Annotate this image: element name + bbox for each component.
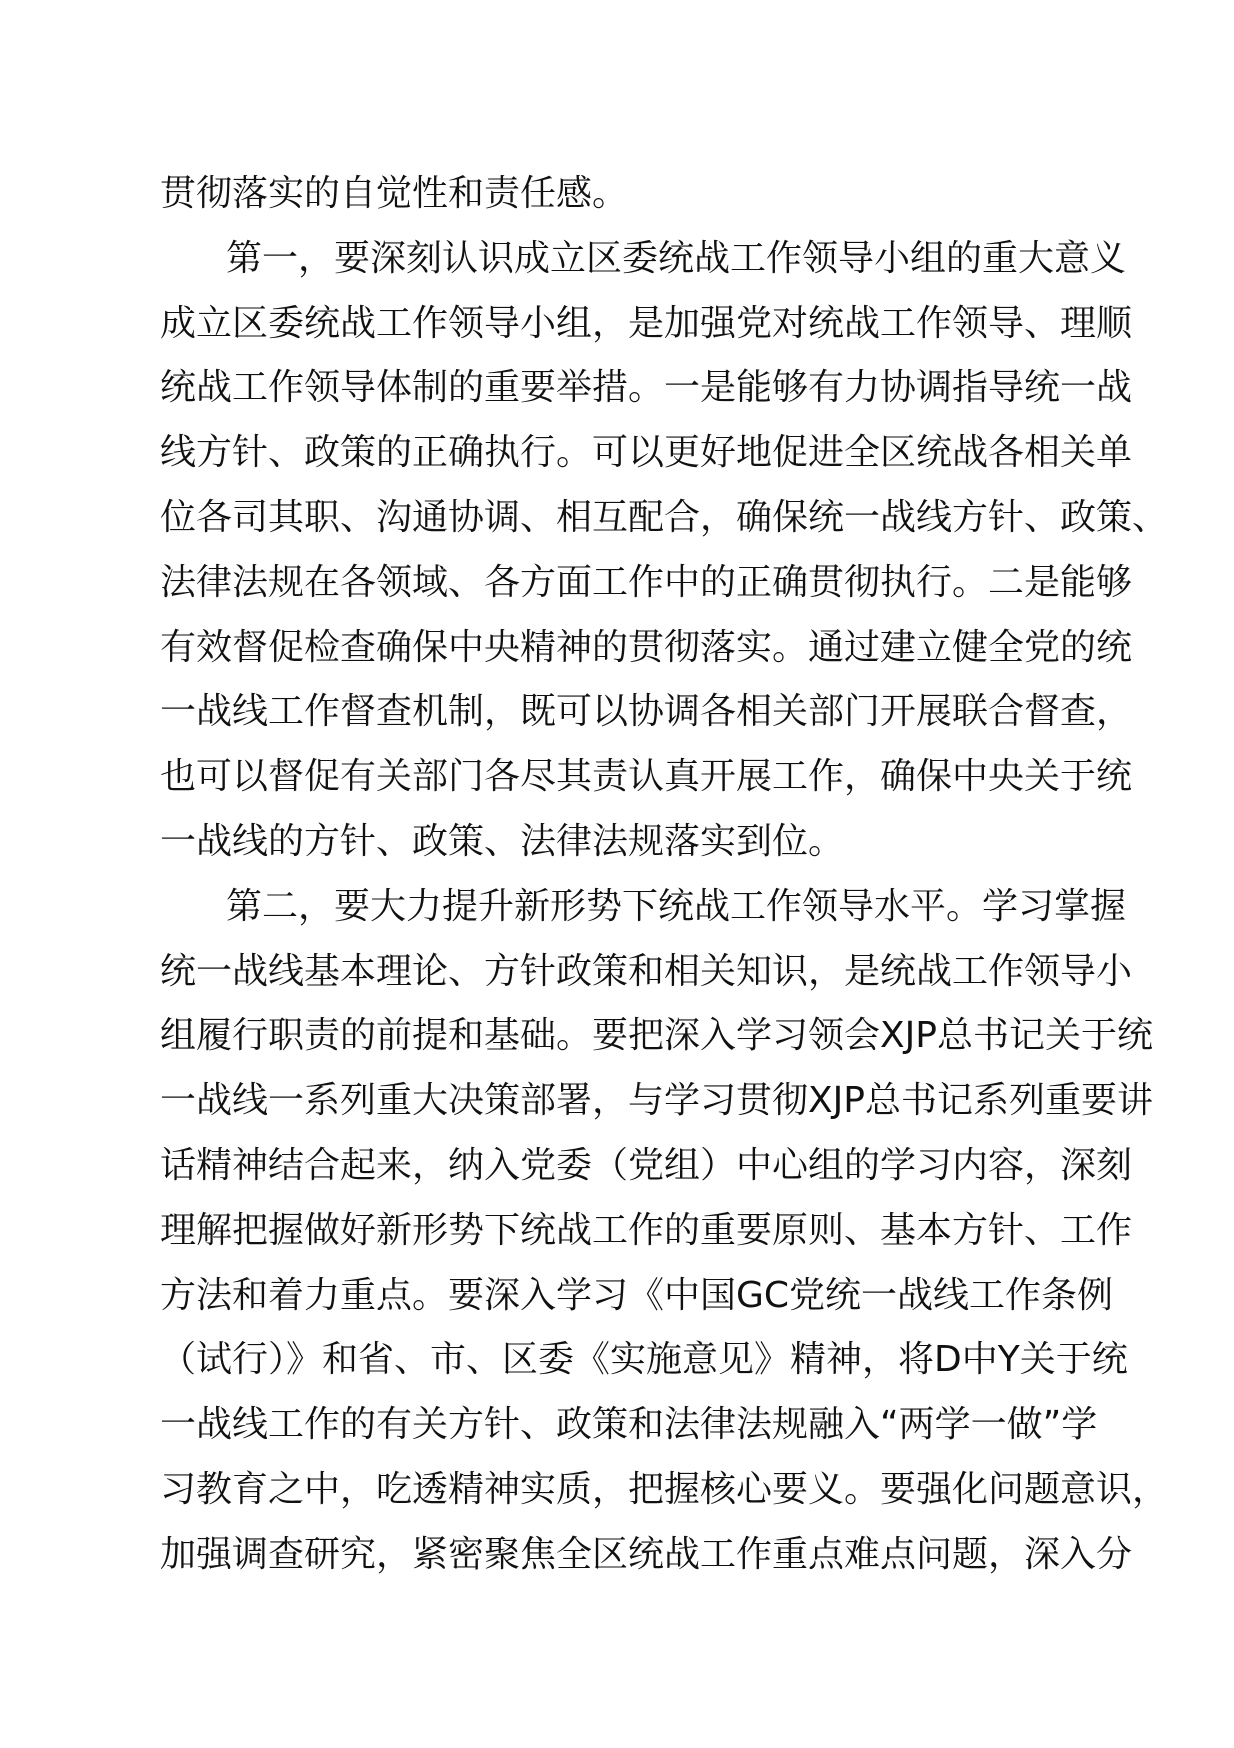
text-line: 线方针、政策的正确执行。可以更好地促进全区统战各相关单 [160, 432, 1133, 474]
paragraph-first-line: 第二，要大力提升新形势下统战工作领导水平。学习掌握 [226, 885, 1127, 927]
text-line: 位各司其职、沟通协调、相互配合，确保统一战线方针、政策、 [160, 496, 1169, 538]
text-line: 理解把握做好新形势下统战工作的重要原则、基本方针、工作 [160, 1209, 1133, 1251]
paragraph-first-line: 第一，要深刻认识成立区委统战工作领导小组的重大意义 [226, 237, 1127, 279]
text-line: 一战线工作督查机制，既可以协调各相关部门开展联合督查， [160, 691, 1133, 733]
text-line: （试行）》和省、市、区委《实施意见》精神，将D中Y关于统 [160, 1339, 1128, 1381]
text-line: 加强调查研究，紧密聚焦全区统战工作重点难点问题，深入分 [160, 1533, 1133, 1575]
text-line: 也可以督促有关部门各尽其责认真开展工作，确保中央关于统 [160, 756, 1133, 798]
text-line: 一战线的方针、政策、法律法规落实到位。 [160, 820, 845, 862]
text-line: 一战线工作的有关方针、政策和法律法规融入“两学一做”学 [160, 1404, 1098, 1446]
text-line: 话精神结合起来，纳入党委（党组）中心组的学习内容，深刻 [160, 1144, 1133, 1186]
body-text [160, 162, 1169, 1588]
text-line: 一战线一系列重大决策部署，与学习贯彻XJP总书记系列重要讲 [160, 1080, 1153, 1122]
text-line: 贯彻落实的自觉性和责任感。 [160, 173, 629, 214]
text-line: 有效督促检查确保中央精神的贯彻落实。通过建立健全党的统 [160, 626, 1133, 668]
text-line: 统一战线基本理论、方针政策和相关知识，是统战工作领导小 [160, 950, 1133, 992]
text-line: 方法和着力重点。要深入学习《中国GC党统一战线工作条例 [160, 1274, 1114, 1316]
text-line: 组履行职责的前提和基础。要把深入学习领会XJP总书记关于统 [160, 1015, 1153, 1057]
text-line: 法律法规在各领域、各方面工作中的正确贯彻执行。二是能够 [160, 561, 1133, 603]
text-line: 统战工作领导体制的重要举措。一是能够有力协调指导统一战 [160, 367, 1133, 409]
text-line: 成立区委统战工作领导小组，是加强党对统战工作领导、理顺 [160, 302, 1133, 344]
text-line: 习教育之中，吃透精神实质，把握核心要义。要强化问题意识， [160, 1468, 1169, 1510]
